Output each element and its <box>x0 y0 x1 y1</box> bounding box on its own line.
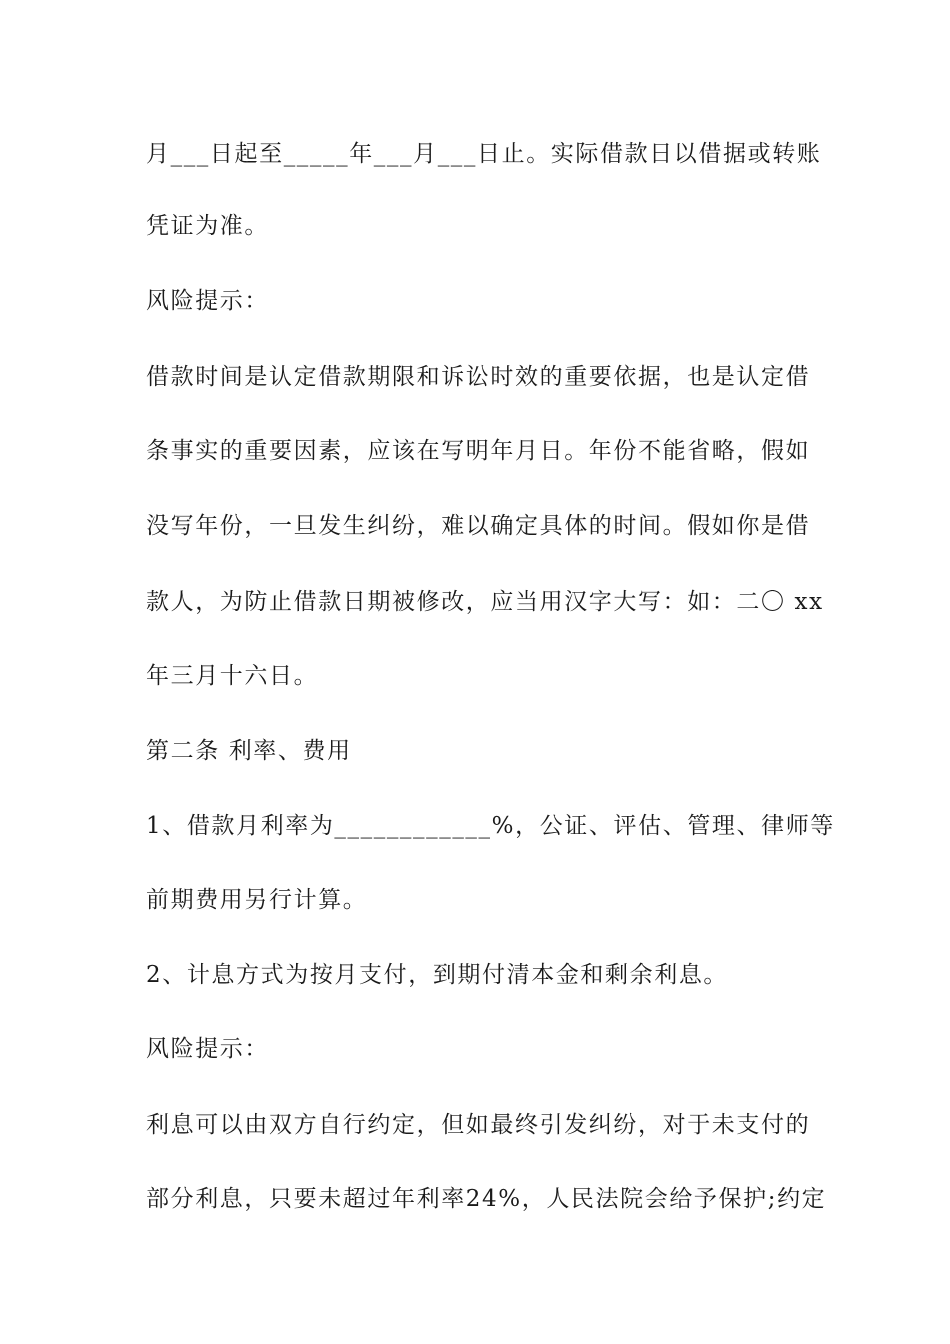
text-line: 凭证为准。 <box>146 213 269 239</box>
section-label-risk: 风险提示： <box>146 1036 269 1062</box>
text-line: 条事实的重要因素，应该在写明年月日。年份不能省略，假如 <box>146 438 811 464</box>
text-line: 2、计息方式为按月支付，到期付清本金和剩余利息。 <box>146 962 729 988</box>
text-line: 前期费用另行计算。 <box>146 887 368 913</box>
article-heading: 第二条 利率、费用 <box>146 738 352 764</box>
text-line: 借款时间是认定借款期限和诉讼时效的重要依据，也是认定借 <box>146 364 811 390</box>
text-line: 1、借款月利率为____________%，公证、评估、管理、律师等 <box>146 813 835 839</box>
text-line: 利息可以由双方自行约定，但如最终引发纠纷，对于未支付的 <box>146 1112 811 1138</box>
text-line: 部分利息，只要未超过年利率24%，人民法院会给予保护;约定 <box>146 1186 827 1212</box>
text-line: 款人，为防止借款日期被修改，应当用汉字大写：如：二〇 xx <box>146 589 824 615</box>
text-line: 年三月十六日。 <box>146 663 319 689</box>
text-line: 没写年份，一旦发生纠纷，难以确定具体的时间。假如你是借 <box>146 513 811 539</box>
text-line: 月___日起至_____年___月___日止。实际借款日以借据或转账 <box>146 141 822 167</box>
section-label-risk: 风险提示： <box>146 288 269 314</box>
